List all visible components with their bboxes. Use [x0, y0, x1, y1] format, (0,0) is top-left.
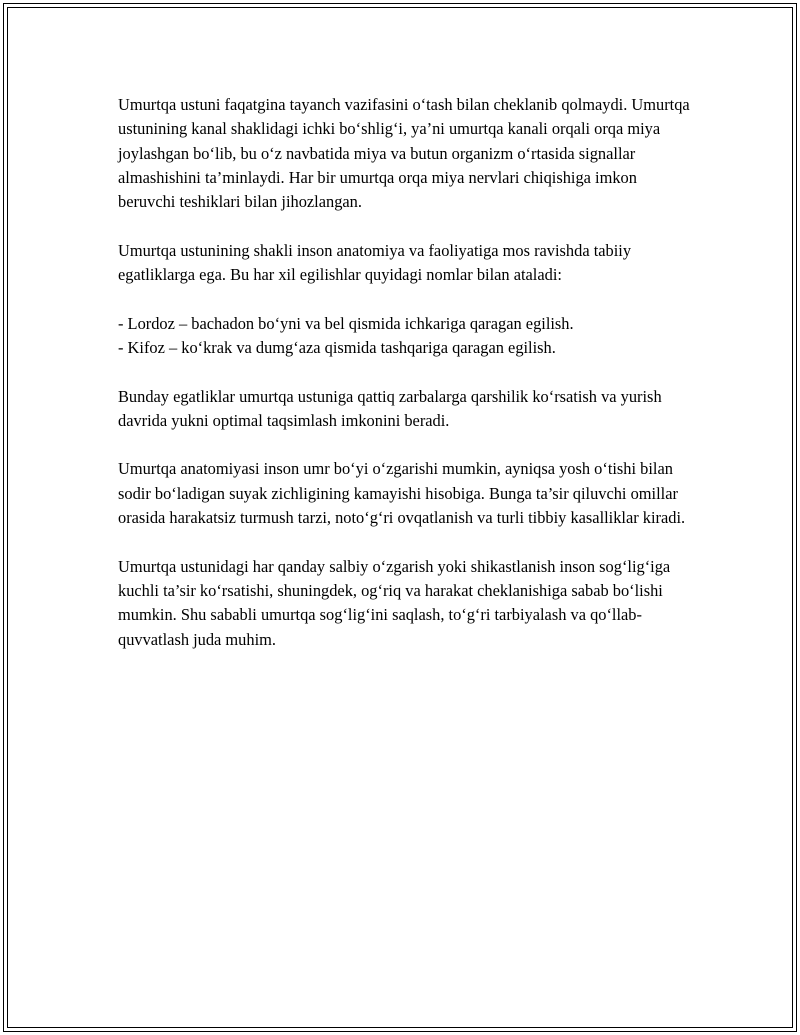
paragraph-spinal-canal: Umurtqa ustuni faqatgina tayanch vazifasini o‘tash bilan cheklanib qolmaydi. Umurtqa ustunining kanal shaklidagi ichki bo‘shlig‘i, ya’ni umurtqa kanali orqali orqa miya joylashgan bo‘lib, bu o‘z navbatida miya va butun organizm o‘rtasida signallar almashishini ta’minlaydi. Har bir umurtqa orqa miya nervlari chiqishiga imkon beruvchi teshiklari bilan jihozlangan. [118, 95, 690, 212]
paragraph-spinal-curves: Umurtqa ustunining shakli inson anatomiya va faoliyatiga mos ravishda tabiiy egatliklarga ega. Bu har xil egilishlar quyidagi nomlar bilan ataladi: [118, 240, 632, 285]
curvature-list [118, 312, 690, 361]
list-item-lordosis: - Lordoz – bachadon bo‘yni va bel qismida ichkariga qaragan egilish. [118, 313, 574, 333]
paragraph-spine-health: Umurtqa ustunidagi har qanday salbiy o‘zgarish yoki shikastlanish inson sog‘lig‘iga kuchli ta’sir ko‘rsatishi, shuningdek, og‘riq va harakat cheklanishiga sabab bo‘lishi mumkin. Shu sababli umurtqa sog‘lig‘ini saqlash, to‘g‘ri tarbiyalash va qo‘llab-quvvatlash juda muhim. [118, 556, 671, 649]
list-item-kyphosis: - Kifoz – ko‘krak va dumg‘aza qismida tashqariga qaragan egilish. [118, 337, 556, 357]
document-body [118, 93, 690, 676]
paragraph-anatomy-changes: Umurtqa anatomiyasi inson umr bo‘yi o‘zgarishi mumkin, ayniqsa yosh o‘tishi bilan sodir bo‘ladigan suyak zichligining kamayishi hisobiga. Bunga ta’sir qiluvchi omillar orasida harakatsiz turmush tarzi, noto‘g‘ri ovqatlanish va turli tibbiy kasalliklar kiradi. [118, 459, 686, 528]
paragraph-curve-function: Bunday egatliklar umurtqa ustuniga qattiq zarbalarga qarshilik ko‘rsatish va yurish davrida yukni optimal taqsimlash imkonini beradi. [118, 386, 662, 430]
